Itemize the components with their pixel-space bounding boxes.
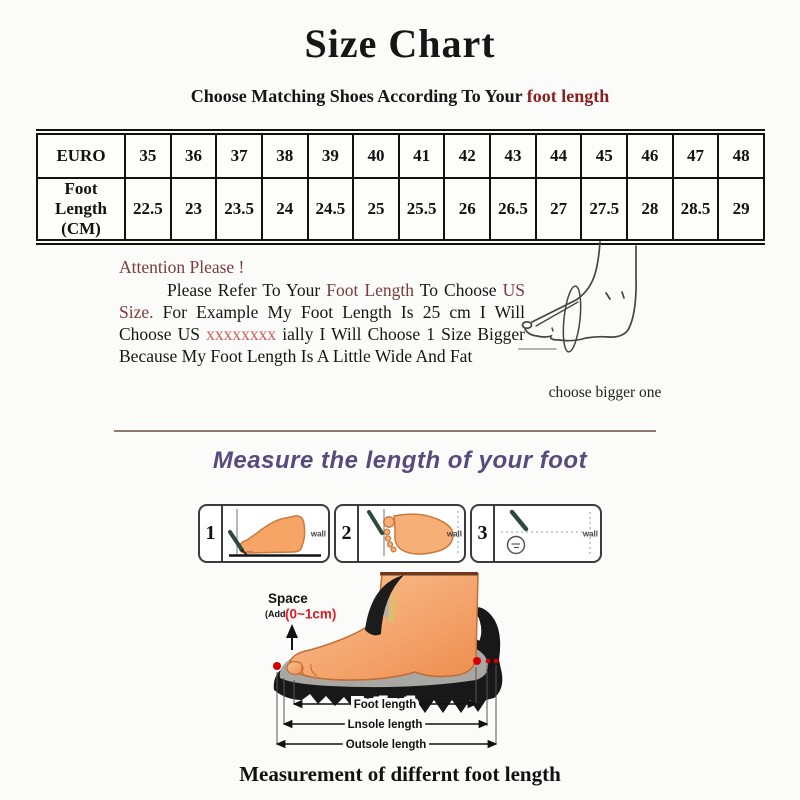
attention-note <box>119 256 525 367</box>
attention-text: ially I Will Choose 1 Size Bigger Because My Foot Length Is A Little Wide And Fat <box>119 324 526 366</box>
measure-steps <box>198 504 602 563</box>
size-cell: 43 <box>490 134 536 178</box>
size-cell: 35 <box>125 134 171 178</box>
size-cell: 46 <box>627 134 673 178</box>
step-box-2 <box>334 504 466 563</box>
length-cell: 25 <box>353 178 399 240</box>
measurement-label-outsole-length: Outsole length <box>345 739 427 751</box>
attention-text: Please Refer To Your <box>167 280 327 300</box>
subtitle-prefix: Choose Matching Shoes According To Your <box>190 86 527 106</box>
length-cell: 23 <box>171 178 217 240</box>
step-number: 1 <box>200 506 223 561</box>
pencil-icon <box>369 512 382 533</box>
step-number: 3 <box>472 506 495 561</box>
size-table <box>36 129 765 245</box>
wall-label: wall <box>582 529 598 538</box>
attention-text-us-size: US Size. <box>119 280 525 322</box>
size-cell: 40 <box>353 134 399 178</box>
toe-dot <box>273 662 281 670</box>
bottom-caption: Measurement of differnt foot length <box>239 762 561 786</box>
size-cell: 39 <box>308 134 354 178</box>
wall-label: wall <box>446 529 462 538</box>
step-box-1 <box>198 504 330 563</box>
pencil-icon <box>512 512 526 529</box>
size-cell: 36 <box>171 134 217 178</box>
measure-section-heading: Measure the length of your foot <box>212 447 588 474</box>
attention-heading: Attention Please ! <box>119 257 245 277</box>
length-cell: 26.5 <box>490 178 536 240</box>
space-sub-highlight: (0~1cm) <box>285 606 337 622</box>
attention-text-xxxx: xxxxxxxx <box>206 324 277 344</box>
table-row-foot-length <box>37 178 764 240</box>
length-cell: 27.5 <box>581 178 627 240</box>
length-cell: 23.5 <box>216 178 262 240</box>
size-cell: 47 <box>673 134 719 178</box>
length-cell: 27 <box>536 178 582 240</box>
length-cell: 28 <box>627 178 673 240</box>
length-cell: 28.5 <box>673 178 719 240</box>
size-cell: 38 <box>262 134 308 178</box>
step-3-illustration <box>495 506 600 561</box>
section-divider <box>114 430 656 432</box>
measurement-label-insole-length: Lnsole length <box>347 719 423 731</box>
step-number: 2 <box>336 506 359 561</box>
step-2-illustration <box>359 506 464 561</box>
table-row-euro <box>37 134 764 178</box>
row-header-euro: EURO <box>37 134 125 178</box>
foot-side-sketch-icon <box>518 236 718 366</box>
space-label: Space <box>268 591 308 606</box>
size-cell: 48 <box>718 134 764 178</box>
length-cell: 25.5 <box>399 178 445 240</box>
row-header-foot-length: Foot Length (CM) <box>37 178 125 240</box>
length-cell: 24 <box>262 178 308 240</box>
size-cell: 44 <box>536 134 582 178</box>
page-title: Size Chart <box>304 21 496 66</box>
shoe-measurement-diagram <box>230 570 570 770</box>
step-1-illustration <box>223 506 328 561</box>
attention-text-foot-length: Foot Length <box>326 280 415 300</box>
size-cell: 45 <box>581 134 627 178</box>
attention-text: For Example My Foot Length Is 25 cm I Will Choose US <box>119 302 525 344</box>
step-box-3 <box>470 504 602 563</box>
length-cell: 29 <box>718 178 764 240</box>
pencil-icon <box>230 532 242 550</box>
heel-dot <box>473 657 481 665</box>
wall-label: wall <box>310 529 326 538</box>
size-cell: 41 <box>399 134 445 178</box>
subtitle-highlight: foot length <box>526 86 610 106</box>
attention-text: To Choose <box>414 280 503 300</box>
subtitle <box>0 86 800 107</box>
size-cell: 37 <box>216 134 262 178</box>
length-cell: 24.5 <box>308 178 354 240</box>
attention-paragraph <box>119 279 525 367</box>
space-sub-prefix: (Add <box>265 609 286 619</box>
measure-circle-icon <box>508 537 525 554</box>
length-cell: 22.5 <box>125 178 171 240</box>
measurement-label-foot-length: Foot length <box>353 699 417 711</box>
choose-bigger-one-note: choose bigger one <box>548 384 662 401</box>
size-cell: 42 <box>444 134 490 178</box>
length-cell: 26 <box>444 178 490 240</box>
